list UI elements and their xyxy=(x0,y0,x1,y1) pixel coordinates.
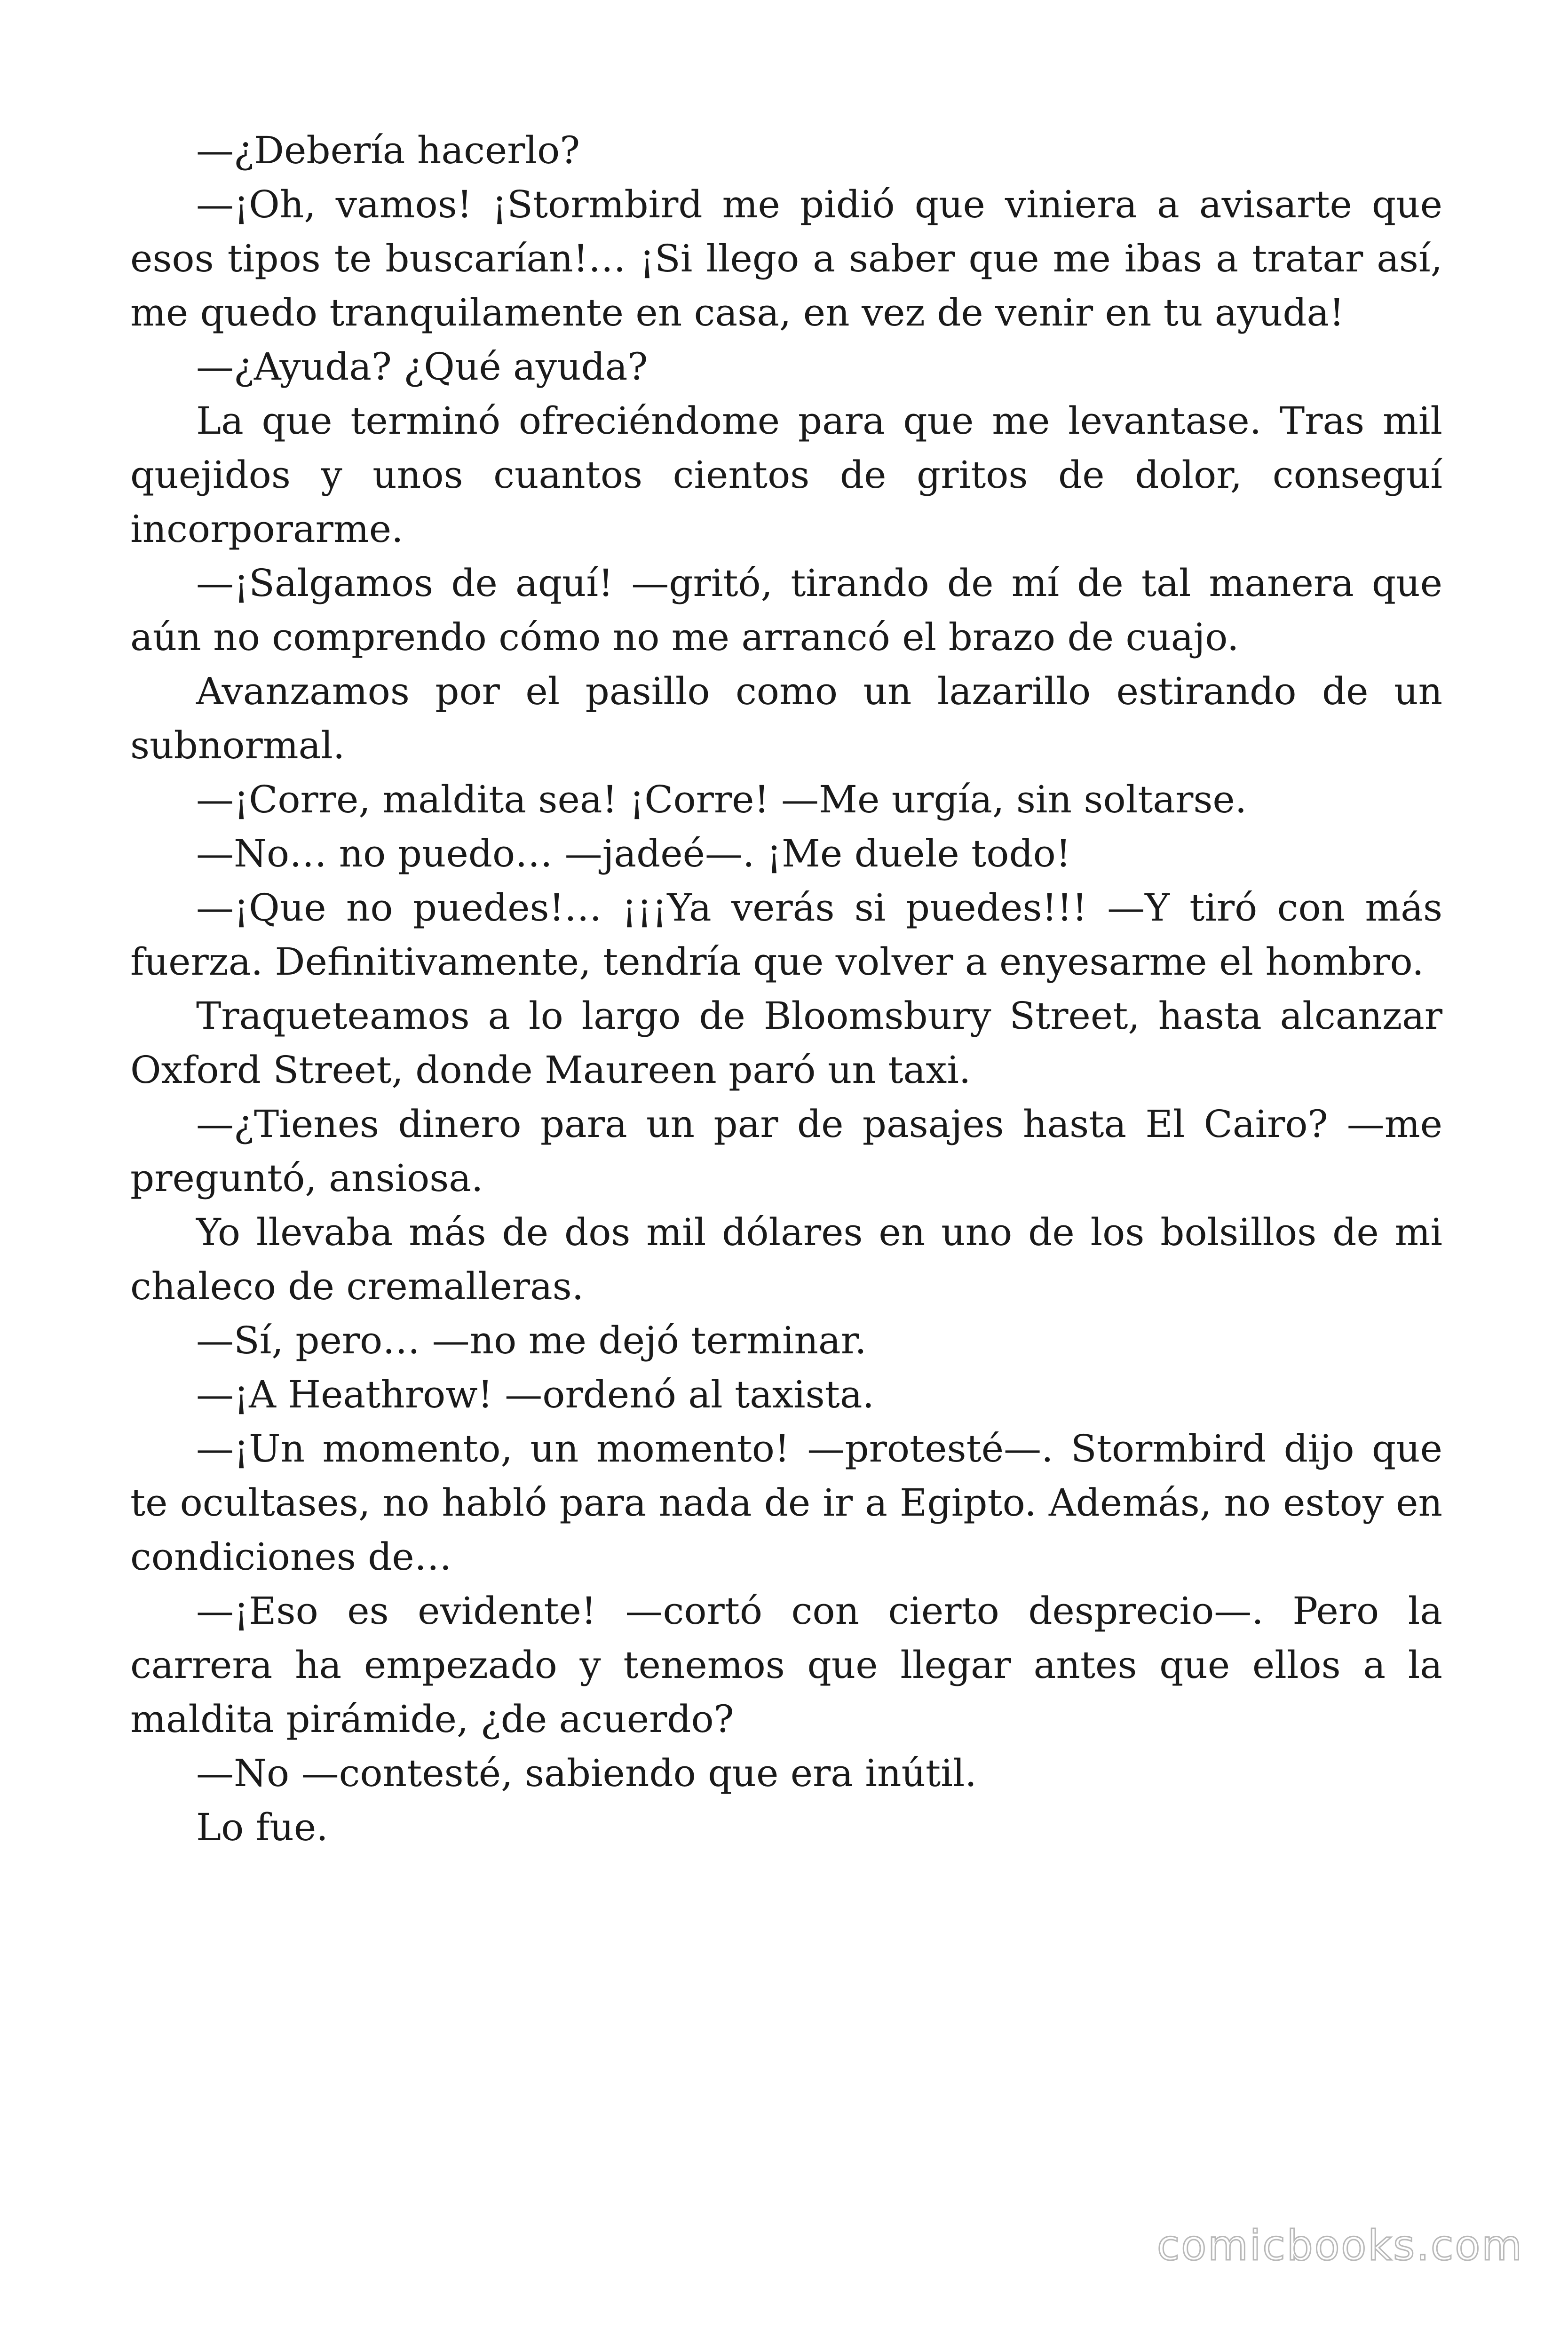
paragraph: Yo llevaba más de dos mil dólares en uno de los bolsillos de mi chaleco de cremalleras. xyxy=(130,1210,1442,1308)
paragraph: —¿Debería hacerlo? xyxy=(196,128,580,172)
paragraph: Lo fue. xyxy=(196,1805,328,1849)
paragraph: —¿Tienes dinero para un par de pasajes hasta El Cairo? —me preguntó, ansiosa. xyxy=(130,1102,1442,1200)
paragraph: —No… no puedo… —jadeé—. ¡Me duele todo! xyxy=(196,832,1071,875)
paragraph: La que terminó ofreciéndome para que me levantase. Tras mil quejidos y unos cuantos cientos de gritos de dolor, conseguí incorporarme. xyxy=(130,399,1442,551)
paragraph: —¡Oh, vamos! ¡Stormbird me pidió que viniera a avisarte que esos tipos te buscarían!… ¡Si llego a saber que me ibas a tratar así, me quedo tranquilamente en casa, en vez de venir en tu ayuda! xyxy=(130,183,1442,334)
page-body xyxy=(130,123,1442,1854)
paragraph: Avanzamos por el pasillo como un lazarillo estirando de un subnormal. xyxy=(130,669,1442,767)
paragraph: —¡Salgamos de aquí! —gritó, tirando de mí de tal manera que aún no comprendo cómo no me arrancó el brazo de cuajo. xyxy=(130,561,1442,659)
paragraph: —¡A Heathrow! —ordenó al taxista. xyxy=(196,1373,874,1416)
paragraph: Traqueteamos a lo largo de Bloomsbury Street, hasta alcanzar Oxford Street, donde Maureen paró un taxi. xyxy=(130,994,1442,1092)
paragraph: —¡Eso es evidente! —cortó con cierto desprecio—. Pero la carrera ha empezado y tenemos que llegar antes que ellos a la maldita pirámide, ¿de acuerdo? xyxy=(130,1589,1442,1741)
paragraph: —¡Corre, maldita sea! ¡Corre! —Me urgía, sin soltarse. xyxy=(196,778,1247,821)
paragraph: —¡Un momento, un momento! —protesté—. Stormbird dijo que te ocultases, no habló para nada de ir a Egipto. Además, no estoy en condiciones de… xyxy=(130,1427,1442,1579)
paragraph: —No —contesté, sabiendo que era inútil. xyxy=(196,1751,977,1795)
paragraph: —Sí, pero… —no me dejó terminar. xyxy=(196,1319,867,1362)
watermark: comicbooks.com xyxy=(1156,2221,1523,2270)
paragraph: —¿Ayuda? ¿Qué ayuda? xyxy=(196,345,648,389)
paragraph: —¡Que no puedes!… ¡¡¡Ya verás si puedes!!! —Y tiró con más fuerza. Definitivamente, tendría que volver a enyesarme el hombro. xyxy=(130,886,1442,984)
